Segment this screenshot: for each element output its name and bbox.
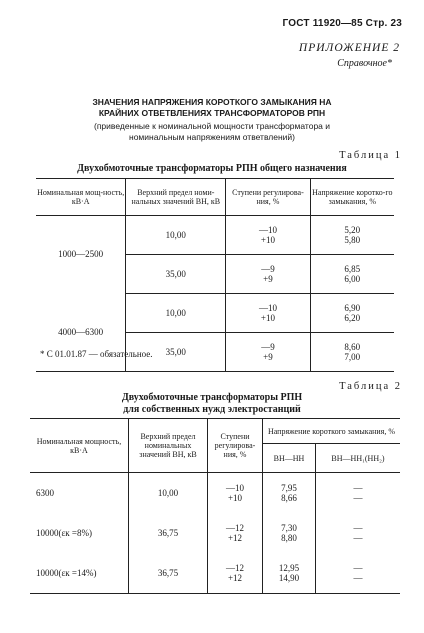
table1-header-power: Номинальная мощ-ность, кВ·А: [36, 179, 126, 216]
main-title-line-4: номинальным напряжениям ответвлений): [129, 132, 295, 142]
table-row: [30, 513, 400, 553]
table-row: [36, 216, 394, 255]
table2-uk: 7,95 8,66: [263, 473, 316, 514]
table1-header-hv: Верхний предел номи-нальных значений ВН, кВ: [126, 179, 226, 216]
main-title-line-3: (приведенные к номинальной мощности трансформатора и: [93, 121, 331, 131]
table1-hv: 35,00: [126, 333, 226, 372]
table2-header-power: Номинальная мощность, кВ·А: [30, 419, 129, 473]
table2-caption-line-1: Двухобмоточные трансформаторы РПН: [121, 392, 303, 403]
footnote: * С 01.01.87 — обязательное.: [40, 349, 153, 359]
table2-header-hv: Верхний предел номинальных значений ВН, кВ: [129, 419, 208, 473]
table1-uk: 6,85 6,00: [310, 255, 394, 294]
table2-uk: 7,30 8,80: [263, 513, 316, 553]
table2-caption-line-2: для собственных нужд электростанций: [123, 404, 301, 415]
table2-header-steps: Ступени регулирова-ния, %: [208, 419, 263, 473]
appendix-title: ПРИЛОЖЕНИЕ 2: [298, 42, 400, 54]
table1-hv: 35,00: [126, 255, 226, 294]
table1-hv: 10,00: [126, 294, 226, 333]
table2-header-vn-nn: ВН—НН: [263, 444, 316, 473]
table1: [36, 178, 394, 372]
table1-power-group-2: 4000—6300: [36, 294, 126, 372]
table1-steps: —10 +10: [226, 294, 310, 333]
table1-hv: 10,00: [126, 216, 226, 255]
table2-uk: 12,95 14,90: [263, 553, 316, 594]
table2-hv: 36,75: [129, 553, 208, 594]
table1-uk: 8,60 7,00: [310, 333, 394, 372]
table-row: [30, 553, 400, 594]
table-row: [30, 473, 400, 514]
table1-steps: —9 +9: [226, 255, 310, 294]
table2-steps: —12 +12: [208, 513, 263, 553]
main-title-line-2: КРАЙНИХ ОТВЕТВЛЕНИЯХ ТРАНСФОРМАТОРОВ РПН: [98, 108, 326, 118]
table1-steps: —9 +9: [226, 333, 310, 372]
table1-header-steps: Ступени регулирова-ния, %: [226, 179, 310, 216]
table1-uk: 5,20 5,80: [310, 216, 394, 255]
table2-header-vn-nn1: ВН—НН₁(НН₂): [316, 444, 401, 473]
table1-steps: —10 +10: [226, 216, 310, 255]
page-header: ГОСТ 11920—85 Стр. 23: [282, 18, 402, 29]
table2-power: 10000(εк =14%): [30, 553, 129, 594]
table2-uk1: — —: [316, 473, 401, 514]
table2-steps: —12 +12: [208, 553, 263, 594]
table2-number: Таблица 2: [339, 381, 402, 392]
main-title-line-1: ЗНАЧЕНИЯ НАПРЯЖЕНИЯ КОРОТКОГО ЗАМЫКАНИЯ НА: [92, 97, 332, 107]
table2-steps: —10 +10: [208, 473, 263, 514]
table2-power: 10000(εк =8%): [36, 527, 92, 538]
table2: [30, 418, 400, 594]
table2-uk1: — —: [316, 513, 401, 553]
table1-header-voltage: Напряжение коротко-го замыкания, %: [310, 179, 394, 216]
table2-hv: 10,00: [129, 473, 208, 514]
table1-caption: Двухобмоточные трансформаторы РПН общего назначения: [77, 163, 347, 174]
table1-uk: 6,90 6,20: [310, 294, 394, 333]
table2-power: 6300: [36, 487, 54, 498]
table2-header-voltage: Напряжение короткого замыкания, %: [263, 419, 401, 444]
table2-uk1: — —: [316, 553, 401, 594]
table1-power-group-1: 1000—2500: [58, 249, 104, 260]
table1-number: Таблица 1: [339, 150, 402, 161]
table-row: [36, 294, 394, 333]
table2-hv: 36,75: [129, 513, 208, 553]
appendix-subtitle: Справочное*: [337, 58, 392, 69]
